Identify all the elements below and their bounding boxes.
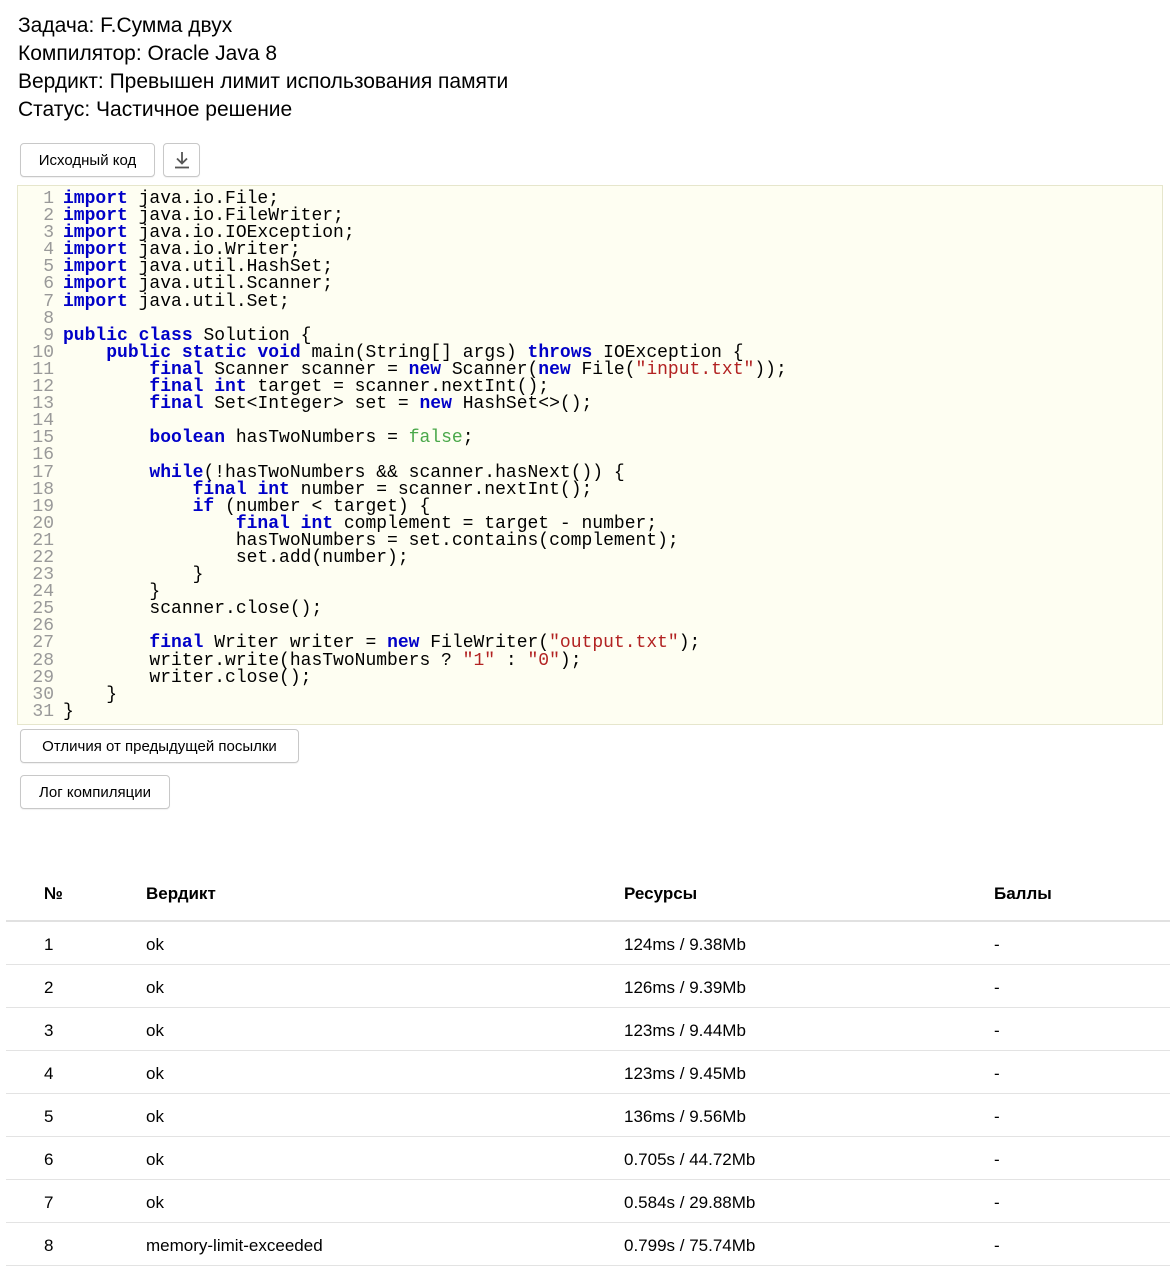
line-number: 29 — [32, 667, 54, 688]
test-number: 8 — [44, 1236, 54, 1255]
code-text: : — [495, 650, 528, 671]
test-resources: 123ms / 9.44Mb — [624, 1021, 746, 1040]
line-number: 4 — [43, 240, 54, 261]
line-number: 28 — [32, 650, 54, 671]
compiler-info: Компилятор: Oracle Java 8 — [18, 42, 278, 65]
code-text: Writer writer = — [203, 633, 388, 654]
test-resources: 126ms / 9.39Mb — [624, 978, 746, 997]
test-number: 2 — [44, 978, 54, 997]
line-number: 31 — [32, 701, 54, 722]
code-text: java.util.Scanner; — [127, 274, 334, 295]
table-header — [6, 868, 1170, 922]
code-text: complement = target - number; — [333, 513, 658, 534]
test-verdict: ok — [146, 935, 164, 954]
source-code-button[interactable]: Исходный код — [20, 143, 155, 177]
table-row — [6, 1137, 1170, 1180]
code-line — [18, 291, 787, 312]
line-number: 20 — [32, 513, 54, 534]
code-keyword: class — [138, 325, 193, 346]
test-number: 7 — [44, 1193, 54, 1212]
line-number: 19 — [32, 496, 54, 517]
line-number: 6 — [43, 274, 54, 295]
tests-table — [6, 868, 1170, 1266]
code-line — [18, 396, 787, 413]
code-text: main(String[] args) — [300, 342, 528, 363]
table-row — [6, 1180, 1170, 1223]
line-number: 3 — [43, 223, 54, 244]
code-text: target = scanner.nextInt(); — [246, 377, 550, 398]
code-text: IOException { — [592, 342, 744, 363]
line-number: 17 — [32, 462, 54, 483]
code-listing — [18, 191, 787, 721]
code-text: number = scanner.nextInt(); — [289, 479, 593, 500]
diff-previous-button[interactable]: Отличия от предыдущей посылки — [20, 729, 299, 763]
code-text — [63, 394, 149, 414]
code-keyword: int — [300, 513, 334, 534]
code-line — [18, 684, 787, 705]
code-keyword: final — [235, 513, 290, 534]
code-text: scanner.close(); — [63, 599, 323, 620]
source-code-viewer[interactable] — [17, 185, 1163, 725]
test-number: 5 — [44, 1107, 54, 1126]
code-text: } — [63, 701, 74, 722]
code-text: java.io.IOException; — [127, 223, 355, 244]
code-text: FileWriter( — [419, 633, 550, 654]
code-keyword: public — [106, 342, 172, 363]
test-resources: 124ms / 9.38Mb — [624, 935, 746, 954]
status-info: Статус: Частичное решение — [18, 98, 293, 121]
table-row — [6, 1008, 1170, 1051]
code-text: java.util.HashSet; — [127, 257, 334, 278]
line-number: 9 — [43, 325, 54, 346]
code-line — [18, 667, 787, 688]
code-keyword: void — [257, 342, 301, 363]
test-score: - — [994, 1236, 1000, 1255]
code-text: java.io.File; — [127, 189, 280, 209]
test-resources: 0.705s / 44.72Mb — [624, 1150, 756, 1169]
test-number: 1 — [44, 935, 54, 954]
submission-header — [18, 12, 508, 124]
line-number: 5 — [43, 257, 54, 278]
code-text: java.util.Set; — [127, 291, 290, 312]
header-score: Баллы — [994, 884, 1052, 903]
task-title: Задача: F.Сумма двух — [18, 14, 233, 37]
code-keyword: throws — [527, 342, 593, 363]
code-text: ); — [559, 650, 582, 671]
test-verdict: memory-limit-exceeded — [146, 1236, 323, 1255]
header-resources: Ресурсы — [624, 884, 698, 903]
code-keyword: while — [149, 462, 204, 483]
line-number: 25 — [32, 599, 54, 620]
code-text: java.io.Writer; — [127, 240, 301, 261]
code-text: } — [63, 582, 161, 603]
line-number: 14 — [32, 411, 54, 432]
code-text: Scanner( — [441, 359, 539, 380]
test-score: - — [994, 1021, 1000, 1040]
test-score: - — [994, 978, 1000, 997]
code-text: } — [63, 565, 204, 586]
line-number: 10 — [32, 342, 54, 363]
line-number: 11 — [32, 359, 54, 380]
test-score: - — [994, 935, 1000, 954]
code-keyword: static — [181, 342, 247, 363]
line-number: 26 — [32, 616, 54, 637]
code-string: "output.txt" — [549, 633, 679, 654]
code-text: hasTwoNumbers = — [225, 428, 409, 449]
line-number: 21 — [32, 530, 54, 551]
code-keyword: import — [63, 240, 128, 261]
code-keyword: final — [192, 479, 247, 500]
code-keyword: final — [149, 359, 204, 380]
line-number: 16 — [32, 445, 54, 466]
code-line — [18, 601, 787, 618]
code-keyword: import — [63, 189, 128, 209]
table-row — [6, 1223, 1170, 1266]
code-text: writer.close(); — [63, 667, 312, 688]
code-keyword: if — [192, 496, 215, 517]
test-resources: 0.799s / 75.74Mb — [624, 1236, 756, 1255]
test-number: 3 — [44, 1021, 54, 1040]
line-number: 1 — [43, 189, 54, 209]
code-keyword: import — [63, 291, 128, 312]
line-number: 7 — [43, 291, 54, 312]
code-keyword: int — [257, 479, 290, 500]
code-text: (!hasTwoNumbers && scanner.hasNext()) { — [203, 462, 625, 483]
code-keyword: boolean — [149, 428, 226, 449]
code-text: ; — [462, 428, 474, 449]
code-line — [18, 701, 787, 722]
test-resources: 123ms / 9.45Mb — [624, 1064, 746, 1083]
code-keyword: import — [63, 257, 128, 278]
code-keyword: new — [419, 394, 452, 415]
code-keyword: new — [408, 359, 442, 380]
code-text: HashSet<>(); — [451, 394, 593, 415]
code-text: Set<Integer> set = — [203, 394, 420, 415]
table-row — [6, 965, 1170, 1008]
test-verdict: ok — [146, 1021, 164, 1040]
table-row — [6, 922, 1170, 965]
line-number: 2 — [43, 206, 54, 227]
test-number: 4 — [44, 1064, 54, 1083]
code-keyword: final — [149, 394, 204, 415]
verdict-info: Вердикт: Превышен лимит использования памяти — [18, 70, 509, 93]
test-score: - — [994, 1193, 1000, 1212]
code-keyword: public — [63, 325, 128, 346]
line-number: 13 — [32, 394, 54, 415]
download-button[interactable] — [163, 143, 200, 177]
test-score: - — [994, 1150, 1000, 1169]
line-number: 27 — [32, 633, 54, 654]
code-keyword: import — [63, 274, 128, 295]
code-keyword: int — [214, 377, 247, 398]
code-string: "input.txt" — [635, 359, 755, 380]
code-text: hasTwoNumbers = set.contains(complement); — [63, 530, 679, 551]
test-resources: 0.584s / 29.88Mb — [624, 1193, 756, 1212]
test-score: - — [994, 1107, 1000, 1126]
header-verdict: Вердикт — [146, 884, 216, 903]
line-number: 30 — [32, 684, 54, 705]
line-number: 23 — [32, 565, 54, 586]
test-verdict: ok — [146, 1150, 164, 1169]
test-verdict: ok — [146, 1107, 164, 1126]
line-number: 24 — [32, 582, 54, 603]
line-number: 8 — [43, 308, 54, 329]
code-text: writer.write(hasTwoNumbers ? — [63, 650, 463, 671]
code-text: File( — [570, 359, 636, 380]
table-row — [6, 1094, 1170, 1137]
line-number: 18 — [32, 479, 54, 500]
code-keyword: import — [63, 206, 128, 227]
test-verdict: ok — [146, 978, 164, 997]
code-string: "1" — [462, 650, 496, 671]
header-number: № — [44, 884, 63, 903]
compile-log-button[interactable]: Лог компиляции — [20, 775, 170, 809]
line-number: 12 — [32, 377, 54, 398]
test-resources: 136ms / 9.56Mb — [624, 1107, 746, 1126]
download-icon — [173, 150, 191, 170]
table-row — [6, 1051, 1170, 1094]
code-text: (number < target) { — [214, 496, 431, 517]
code-keyword: new — [538, 359, 571, 380]
code-keyword: final — [149, 377, 204, 398]
code-line — [18, 430, 787, 447]
test-verdict: ok — [146, 1193, 164, 1212]
test-verdict: ok — [146, 1064, 164, 1083]
code-text: java.io.FileWriter; — [127, 206, 344, 227]
code-string: "0" — [527, 650, 560, 671]
code-text: set.add(number); — [63, 547, 409, 568]
code-text: ); — [678, 633, 701, 654]
code-text — [63, 428, 149, 448]
code-keyword: import — [63, 223, 128, 244]
code-text: Solution { — [192, 325, 312, 346]
code-literal: false — [408, 428, 463, 449]
test-score: - — [994, 1064, 1000, 1083]
code-keyword: new — [387, 633, 420, 654]
code-keyword: final — [149, 633, 204, 654]
code-text: )); — [754, 359, 787, 380]
line-number: 15 — [32, 428, 54, 449]
code-text: } — [63, 684, 118, 705]
test-number: 6 — [44, 1150, 54, 1169]
line-number: 22 — [32, 547, 54, 568]
code-text: Scanner scanner = — [203, 359, 409, 380]
